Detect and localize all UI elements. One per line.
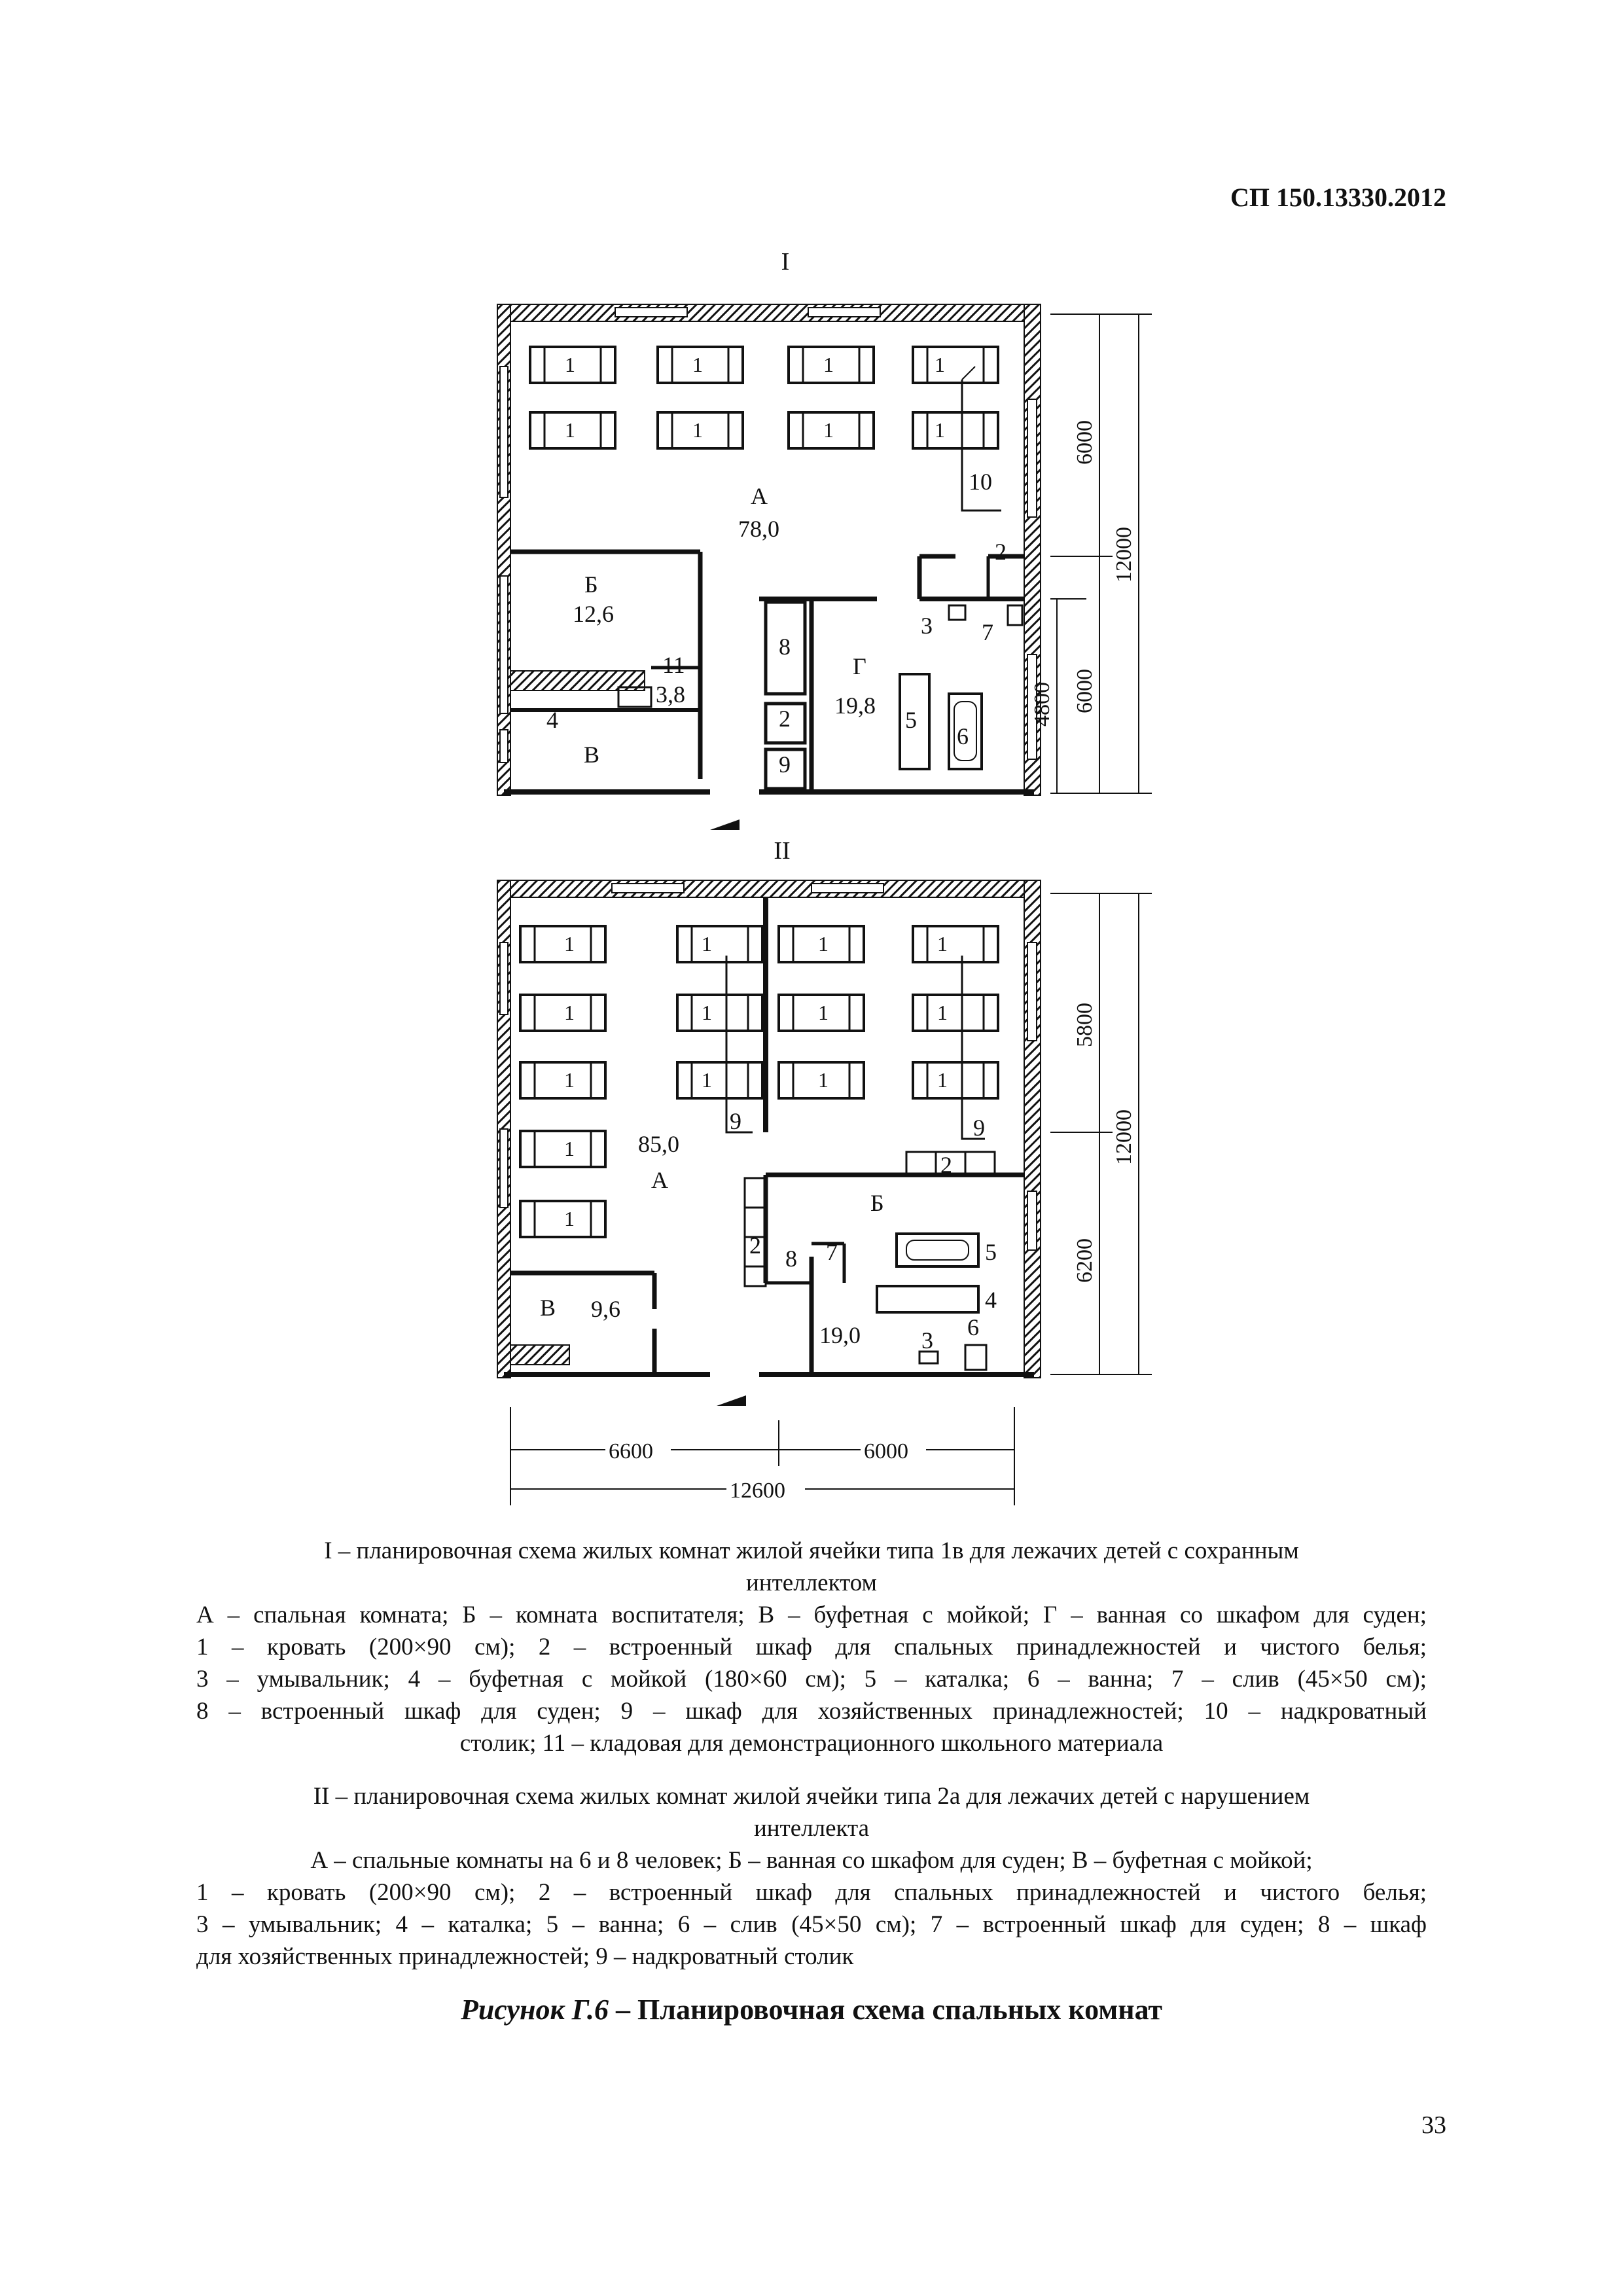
mark-5: 5: [985, 1239, 997, 1265]
mark-6: 6: [957, 723, 969, 749]
caption-1-legend: [196, 1599, 1427, 1759]
bed: [913, 412, 998, 448]
room-v-letter: В: [584, 742, 600, 768]
plan-2-bedside-table: [726, 956, 753, 1132]
caption-2-legend: [196, 1844, 1427, 1973]
caption-1-legend-line: 8 – встроенный шкаф для суден; 9 – шкаф для хозяйственных принадлежностей; 10 – надкроватный: [196, 1698, 1427, 1725]
mark-9: 9: [973, 1115, 985, 1141]
dim-6600: 6600: [609, 1439, 653, 1463]
plan-2-window: [612, 884, 684, 893]
room-b-area: 12,6: [573, 601, 614, 627]
plan-1-washbasin: [949, 605, 965, 620]
caption-2-legend-line: 1 – кровать (200×90 см); 2 – встроенный шкаф для спальных принадлежностей и чистого белья;: [196, 1879, 1427, 1906]
plan-2-window: [1027, 1191, 1037, 1250]
plan-2-label: II: [774, 837, 791, 865]
bed-label: 1: [823, 353, 834, 376]
dim-12000: 12000: [1112, 1109, 1136, 1165]
bed: [913, 926, 998, 962]
caption-2-legend-line: 3 – умывальник; 4 – каталка; 5 – ванна; 6 – слив (45×50 см); 7 – встроенный шкаф для суден; 8 – шкаф: [196, 1911, 1427, 1938]
mark-3: 3: [921, 613, 933, 639]
plan-2-cabinet: [745, 1178, 766, 1208]
bed-label: 1: [565, 353, 575, 376]
plan-1-entrance-arrow: [710, 819, 740, 830]
figure-title: [196, 1993, 1427, 2026]
plan-1-label: I: [781, 248, 790, 276]
bed-label: 1: [937, 932, 948, 956]
mark-5: 5: [905, 707, 917, 733]
mark-3: 3: [921, 1327, 933, 1354]
bed: [913, 347, 998, 383]
caption-1-title: [196, 1535, 1427, 1599]
plan-2: [497, 880, 1152, 1505]
mark-2: 2: [779, 706, 791, 732]
caption-2-title-line: интеллекта: [753, 1815, 870, 1842]
dim-4800: 4800: [1030, 682, 1054, 726]
plan-2-entrance-arrow: [717, 1395, 746, 1406]
bed-label: 1: [692, 353, 703, 376]
bed: [677, 995, 762, 1031]
mark-9: 9: [730, 1108, 741, 1134]
bed-label: 1: [937, 1068, 948, 1092]
document-code: СП 150.13330.2012: [1230, 183, 1446, 212]
bed-label: 1: [692, 418, 703, 442]
caption-2-title-line: II – планировочная схема жилых комнат жилой ячейки типа 2а для лежачих детей с нарушением: [313, 1783, 1310, 1810]
bed: [520, 926, 605, 962]
plan-1-window: [500, 730, 508, 762]
bed-label: 1: [823, 418, 834, 442]
store-number: 11: [662, 652, 685, 678]
page-number: 33: [1421, 2111, 1446, 2139]
room-b-letter: Б: [584, 571, 598, 598]
caption-1-title-line: интеллектом: [746, 1570, 877, 1596]
bed: [520, 1062, 605, 1098]
plan-2-cabinet: [745, 1266, 766, 1286]
bed: [913, 995, 998, 1031]
plan-2-window: [500, 1129, 508, 1208]
mark-8: 8: [779, 634, 791, 660]
bed-label: 1: [702, 1001, 712, 1024]
plan-1-beds: [530, 347, 998, 448]
plan-2-trolley: [877, 1286, 978, 1312]
plan-2-window: [812, 884, 883, 893]
plan-1-outer-wall-top: [497, 304, 1041, 321]
mark-9: 9: [779, 751, 791, 778]
bed-label: 1: [564, 932, 575, 956]
plan-2-buffet-counter: [510, 1345, 569, 1365]
bed: [677, 926, 762, 962]
bed-label: 1: [818, 1001, 829, 1024]
plan-1-window: [500, 576, 508, 713]
room-a-letter: А: [751, 483, 768, 509]
bed: [520, 1131, 605, 1167]
store-area: 3,8: [656, 681, 685, 708]
plan-2-cabinet: [965, 1152, 995, 1175]
room-a-area: 85,0: [638, 1131, 679, 1157]
bed-label: 1: [564, 1068, 575, 1092]
bed-label: 1: [935, 418, 945, 442]
caption-1-legend-line: столик; 11 – кладовая для демонстрационного школьного материала: [459, 1730, 1164, 1757]
plan-2-bedside-table: [962, 956, 985, 1139]
figure-title-text: Планировочная схема спальных комнат: [637, 1994, 1163, 2026]
bed-label: 1: [818, 1068, 829, 1092]
room-a-letter: А: [651, 1167, 668, 1193]
bed: [520, 1201, 605, 1237]
caption-1-legend-line: 3 – умывальник; 4 – буфетная с мойкой (180×60 см); 5 – каталка; 6 – ванна; 7 – слив (45×50 см);: [196, 1666, 1427, 1693]
mark-7: 7: [982, 619, 993, 645]
room-v-area: 9,6: [591, 1296, 620, 1322]
bed-label: 1: [564, 1207, 575, 1230]
plan-1: [497, 304, 1152, 830]
figure-number: Рисунок Г.6: [460, 1994, 609, 2026]
plan-1-drain: [1008, 605, 1022, 625]
dim-6000: 6000: [864, 1439, 908, 1463]
plan-2-window: [1027, 942, 1037, 1041]
figure-dash: –: [609, 1994, 638, 2026]
caption-2-legend-line: для хозяйственных принадлежностей; 9 – надкроватный столик: [196, 1943, 854, 1970]
caption-2-title: [196, 1780, 1427, 1844]
mark-4: 4: [985, 1287, 997, 1313]
room-b-letter: Б: [870, 1190, 884, 1216]
caption-2-legend-line: А – спальные комнаты на 6 и 8 человек; Б – ванная со шкафом для суден; В – буфетная с мойкой;: [310, 1847, 1313, 1874]
dim-6000: 6000: [1073, 420, 1097, 465]
room-b-area: 19,0: [819, 1322, 861, 1348]
mark-6: 6: [967, 1314, 979, 1340]
mark-2: 2: [940, 1152, 952, 1178]
dim-6200: 6200: [1073, 1238, 1097, 1283]
dim-12600: 12600: [730, 1479, 785, 1503]
bed-label: 1: [564, 1137, 575, 1160]
room-g-area: 19,8: [834, 692, 876, 719]
room-a-area: 78,0: [738, 516, 779, 542]
bed: [520, 995, 605, 1031]
plan-1-window: [615, 308, 687, 317]
room-v-letter: В: [540, 1295, 556, 1321]
mark-2: 2: [749, 1232, 761, 1259]
caption-1-legend-line: А – спальная комната; Б – комната воспитателя; В – буфетная с мойкой; Г – ванная со шкафом для суден;: [196, 1602, 1427, 1628]
plan-1-leader-10: [962, 367, 975, 380]
plan-2-outer-wall-top: [497, 880, 1041, 897]
plan-2-window: [500, 942, 508, 1014]
bed: [913, 1062, 998, 1098]
bed-label: 1: [818, 932, 829, 956]
plan-2-cabinet: [906, 1152, 936, 1175]
dim-12000: 12000: [1112, 527, 1136, 583]
dim-6000: 6000: [1073, 669, 1097, 713]
room-g-letter: Г: [853, 653, 866, 679]
plan-2-bath: [897, 1234, 978, 1266]
dim-5800: 5800: [1073, 1003, 1097, 1047]
plan-2-beds: [520, 926, 998, 1237]
bed-label: 1: [702, 1068, 712, 1092]
plan-2-drain: [965, 1345, 986, 1370]
bed-label: 1: [702, 932, 712, 956]
caption-1-title-line: I – планировочная схема жилых комнат жилой ячейки типа 1в для лежачих детей с сохранным: [324, 1537, 1299, 1564]
bed-label: 1: [565, 418, 575, 442]
bed-label: 1: [564, 1001, 575, 1024]
plan-1-window: [500, 367, 508, 497]
mark-4: 4: [546, 707, 558, 733]
plan-2-bath-inner: [906, 1240, 969, 1260]
bed-label: 1: [935, 353, 945, 376]
plan-1-window: [1027, 399, 1037, 517]
caption-1-legend-line: 1 – кровать (200×90 см); 2 – встроенный шкаф для спальных принадлежностей и чистого белья;: [196, 1634, 1427, 1660]
plan-1-window: [808, 308, 880, 317]
mark-2-cabinet: 2: [995, 539, 1007, 565]
bed: [677, 1062, 762, 1098]
mark-8: 8: [785, 1246, 797, 1272]
mark-10: 10: [969, 469, 992, 495]
bed-label: 1: [937, 1001, 948, 1024]
mark-7: 7: [826, 1239, 838, 1265]
